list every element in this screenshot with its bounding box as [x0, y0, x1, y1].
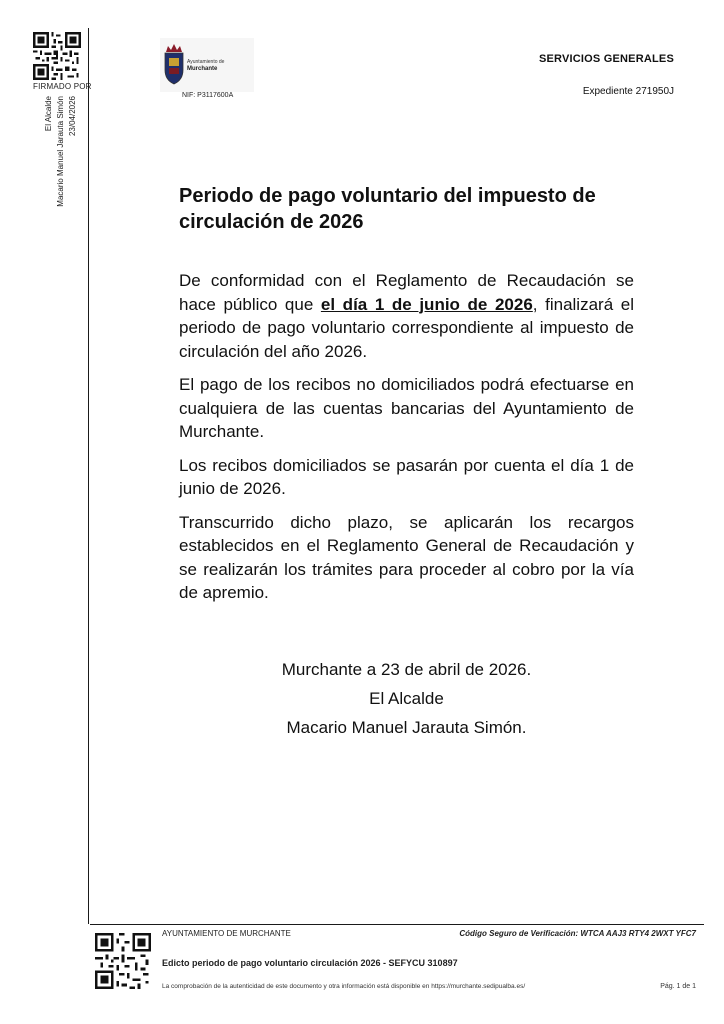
expediente-number: Expediente 271950J: [582, 86, 674, 97]
logo-text-line1: Ayuntamiento de: [187, 59, 225, 65]
signed-date: 23/04/2026: [68, 96, 77, 137]
signed-by-label: FIRMADO POR: [33, 82, 92, 91]
footer-organization: AYUNTAMIENTO DE MURCHANTE: [162, 929, 291, 938]
verification-qr-code: [95, 933, 151, 989]
signature-info: [40, 96, 80, 206]
authenticity-note: La comprobación de la autenticidad de este documento y otra información está disponible en https://murchante.sedipualba.es/: [162, 983, 526, 990]
nif-label: NIF: P3117600A: [182, 92, 234, 99]
signer-role: El Alcalde: [44, 96, 53, 132]
paragraph-2: El pago de los recibos no domiciliados podrá efectuarse en cualquiera de las cuentas bancarias del Ayuntamiento de Murchante.: [179, 375, 634, 441]
footer-divider: [90, 924, 704, 925]
department-label: SERVICIOS GENERALES: [538, 53, 674, 65]
paragraph-1: [179, 269, 634, 363]
paragraph-4: Transcurrido dicho plazo, se aplicarán los recargos establecidos en el Reglamento General de Recaudación y se realizarán los trámites para proceder al cobro por la vía de apremio.: [179, 512, 634, 602]
verification-code: Código Seguro de Verificación: WTCA AAJ3 RTY4 2WXT YFC7: [459, 929, 696, 938]
paragraph-3: Los recibos domiciliados se pasarán por cuenta el día 1 de junio de 2026.: [179, 455, 634, 498]
municipality-logo: [160, 38, 254, 92]
logo-text-line2: Murchante: [187, 66, 218, 72]
signer-name: Macario Manuel Jarauta Simón: [56, 96, 65, 207]
p1-text-after: , finalizará el periodo de pago voluntario correspondiente al impuesto de circulación del año 2026.: [179, 294, 634, 361]
document-title: Periodo de pago voluntario del impuesto de circulación de 2026: [179, 185, 596, 233]
signature-qr-code: [33, 32, 81, 80]
signature-block: [179, 655, 634, 742]
footer-document-title: Edicto periodo de pago voluntario circulación 2026 - SEFYCU 310897: [162, 958, 458, 968]
page-number: Pág. 1 de 1: [660, 983, 696, 990]
deadline-highlight: el día 1 de junio de 2026: [320, 294, 533, 314]
place-date: Murchante a 23 de abril de 2026.: [281, 660, 532, 679]
sidebar-divider: [88, 28, 89, 924]
signer-name-text: Macario Manuel Jarauta Simón.: [286, 718, 527, 737]
signer-role-text: El Alcalde: [369, 689, 444, 708]
document-body: [179, 269, 634, 615]
p1-text-before: De conformidad con el Reglamento de Recaudación se hace público que: [179, 271, 634, 314]
